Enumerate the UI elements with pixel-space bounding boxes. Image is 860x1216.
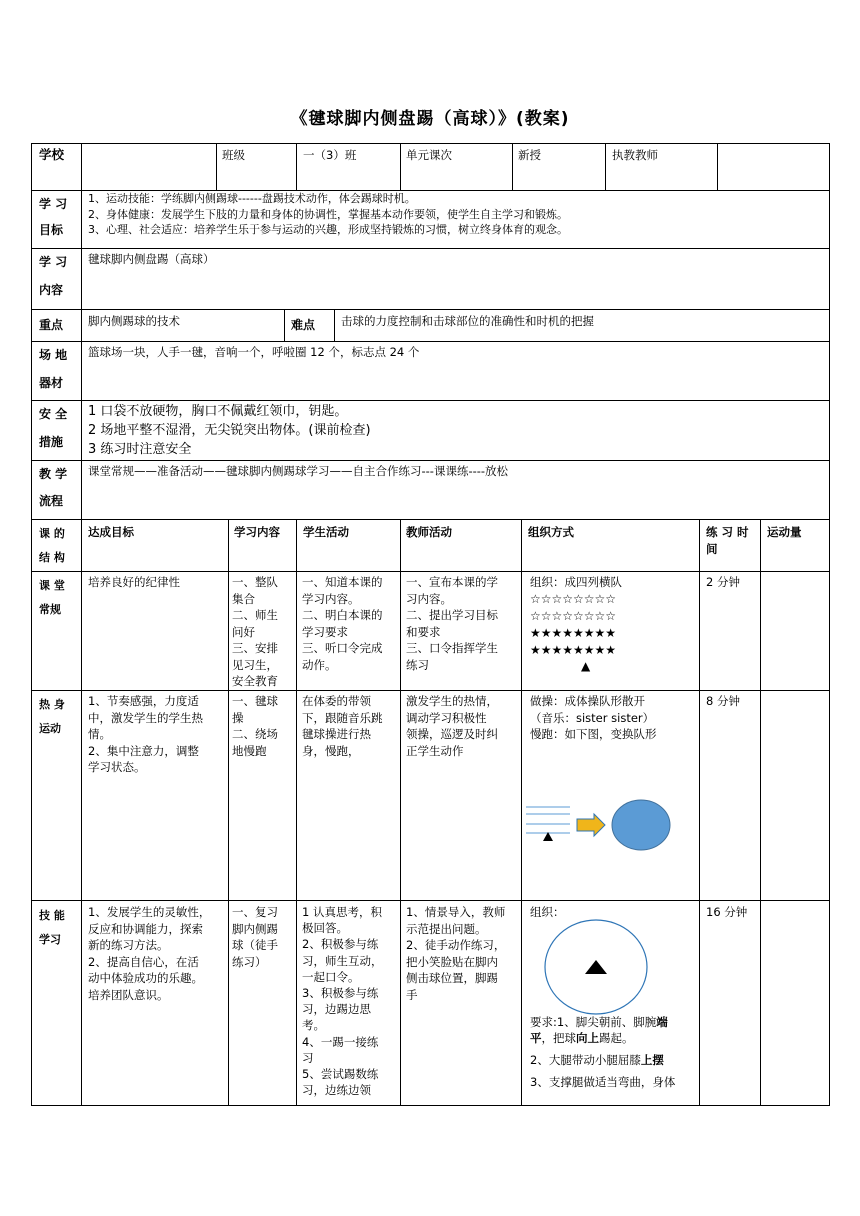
student-line: 一、知道本课的: [302, 575, 383, 589]
org-line: 做操：成体操队形散开: [530, 694, 645, 708]
unit-value: 新授: [518, 148, 541, 162]
goal-line: 培养团队意识。: [88, 987, 169, 1002]
req-text: 2、大腿带动小腿屈膝: [530, 1053, 641, 1067]
teacher-line: 正学生动作: [406, 743, 464, 758]
student-line: 学习要求: [302, 624, 348, 639]
row3-requirements: [530, 1014, 675, 1090]
student-line: 学习内容。: [302, 591, 360, 606]
goals-label-2: 目标: [39, 223, 64, 237]
row3-time: 16 分钟: [706, 905, 748, 919]
content-line: 集合: [232, 591, 255, 606]
key-point-label: 重点: [39, 318, 64, 332]
circle-formation-icon: [612, 800, 670, 850]
safety-label-1: 安 全: [39, 407, 68, 421]
student-line: 极回答。: [302, 921, 348, 936]
col-time: [706, 524, 749, 557]
content-line: 安全教育: [232, 674, 278, 688]
goal-line: 3、心理、社会适应：培养学生乐于参与运动的兴趣，形成坚持锻炼的习惯，树立终身体育的观念。: [88, 223, 568, 236]
class-value: 一（3）班: [303, 148, 357, 162]
row3-part: [39, 904, 65, 952]
row3-goal: [88, 904, 210, 1003]
req-bold: 平: [530, 1031, 542, 1045]
org-line: （音乐：sister sister）: [530, 710, 655, 725]
student-line: 三、听口令完成: [302, 641, 383, 655]
content-line: 球（徒手: [232, 938, 278, 952]
content-line: 问好: [232, 624, 255, 639]
requirement-1-cont: [530, 1030, 675, 1046]
goal-line: 2、提高自信心，在活: [88, 954, 199, 969]
flow-label-2: 流程: [39, 494, 64, 508]
student-line: 习: [302, 1050, 314, 1065]
row2-part: [39, 693, 65, 741]
goal-line: 1、节奏感强，力度适: [88, 694, 199, 708]
requirement-3: 3、支撑腿做适当弯曲，身体: [530, 1075, 676, 1089]
flow-text: 课堂常规——准备活动——毽球脚内侧踢球学习——自主合作练习---课课练----放松: [88, 464, 509, 478]
teacher-line: 领操，巡逻及时纠: [406, 727, 498, 741]
row3-student: [302, 904, 383, 1098]
formation-row: ☆☆☆☆☆☆☆☆: [530, 592, 617, 606]
row1-part: [39, 574, 65, 622]
row2-content: [232, 693, 278, 759]
formation-row: ★★★★★★★★: [530, 626, 617, 640]
safety-line: 2 场地平整不湿滑，无尖锐突出物体。(课前检查): [88, 423, 371, 438]
class-label: 班级: [222, 148, 245, 162]
teacher-line: 激发学生的热情，: [406, 694, 498, 708]
row2-goal: [88, 693, 203, 776]
goal-line: 培养良好的纪律性: [88, 575, 180, 589]
right-arrow-icon: [577, 814, 605, 836]
student-line: 毽球操进行热: [302, 727, 371, 741]
unit-label: 单元课次: [406, 148, 452, 162]
row3-part-2: 学习: [39, 933, 61, 946]
content-label-1: 学 习: [39, 255, 68, 269]
col-organization: 组织方式: [528, 525, 574, 539]
student-line: 4、一踢一接练: [302, 1034, 379, 1049]
col-structure-2: 结 构: [39, 551, 65, 564]
content-label-2: 内容: [39, 283, 64, 297]
col-structure-1: 课 的: [39, 527, 65, 540]
goal-line: 中，激发学生的学生热: [88, 710, 203, 725]
req-bold: 向上: [576, 1031, 599, 1045]
safety-line: 1 口袋不放硬物，胸口不佩戴红领巾，钥匙。: [88, 404, 348, 419]
col-structure: [39, 522, 65, 570]
teacher-line: 调动学习积极性: [406, 710, 487, 725]
teacher-line: 二、提出学习目标: [406, 608, 498, 622]
teacher-line: 一、宣布本课的学: [406, 575, 498, 589]
student-line: 1 认真思考，积: [302, 905, 382, 919]
school-label: 学校: [39, 147, 65, 162]
document-title: 《毽球脚内侧盘踢（高球）》(教案): [290, 109, 570, 129]
content-line: 二、师生: [232, 608, 278, 622]
student-line: 习，师生互动，: [302, 953, 383, 968]
venue-text: 篮球场一块，人手一毽，音响一个，呼啦圈 12 个，标志点 24 个: [88, 345, 420, 359]
safety-line: 3 练习时注意安全: [88, 442, 192, 457]
content-line: 一、整队: [232, 575, 278, 589]
formation-row: ★★★★★★★★: [530, 643, 617, 657]
difficulty-label: 难点: [291, 318, 316, 332]
safety-text: [88, 402, 371, 459]
goal-line: 2、身体健康：发展学生下肢的力量和身体的协调性，掌握基本动作要领，使学生自主学习和锻炼。: [88, 207, 568, 221]
row1-goal: [88, 574, 180, 591]
row1-part-1: 课 堂: [39, 579, 65, 592]
student-line: 习，边练边领: [302, 1083, 371, 1098]
student-line: 下，跟随音乐跳: [302, 710, 383, 725]
row3-org-title: 组织：: [530, 905, 565, 919]
content-line: 练习）: [232, 954, 267, 969]
flow-label-1: 教 学: [39, 467, 68, 481]
teacher-line: 手: [406, 987, 418, 1002]
content-text: 毽球脚内侧盘踢（高球）: [88, 252, 215, 266]
venue-label-1: 场 地: [39, 348, 68, 362]
row3-teacher: [406, 904, 505, 1003]
col-student: 学生活动: [303, 525, 349, 539]
teacher-line: 侧击球位置，脚踢: [406, 971, 498, 985]
content-line: 一、复习: [232, 905, 278, 919]
formation-stars: [530, 591, 616, 659]
circle-drill-diagram: [540, 918, 652, 1018]
student-line: 一起口令。: [302, 969, 360, 984]
goal-line: 1、运动技能：学练脚内侧踢球------盘踢技术动作，体会踢球时机。: [88, 192, 416, 205]
col-time-2: 间: [706, 541, 718, 556]
teacher-line: 1、情景导入，教师: [406, 905, 506, 919]
goal-line: 反应和协调能力，探索: [88, 921, 203, 936]
row3-content: [232, 904, 278, 970]
requirement-2: [530, 1052, 675, 1068]
formation-row: ☆☆☆☆☆☆☆☆: [530, 609, 617, 623]
teacher-line: 示范提出问题。: [406, 921, 487, 936]
student-line: 5、尝试踢数练: [302, 1067, 379, 1082]
row1-student: [302, 574, 383, 673]
row2-teacher: [406, 693, 498, 759]
student-line: 身，慢跑，: [302, 743, 360, 758]
goal-line: 新的练习方法。: [88, 938, 169, 952]
requirement-1: [530, 1014, 675, 1030]
row1-time: 2 分钟: [706, 575, 740, 589]
row2-part-1: 热 身: [39, 698, 65, 711]
teacher-triangle-icon: ▲: [581, 659, 591, 673]
goal-line: 动中体验成功的乐趣。: [88, 971, 203, 985]
row2-time: 8 分钟: [706, 694, 740, 708]
col-time-1: 练 习 时: [706, 525, 749, 539]
row2-student: [302, 693, 383, 759]
req-text: 要求:1、脚尖朝前、脚腕: [530, 1015, 657, 1029]
student-line: 二、明白本课的: [302, 608, 383, 622]
content-line: 一、毽球: [232, 694, 278, 708]
row3-part-1: 技 能: [39, 909, 65, 922]
row1-content: [232, 574, 278, 690]
goals-text: [88, 191, 826, 238]
student-line: 习，边踢边思: [302, 1002, 371, 1017]
req-bold: 上摆: [640, 1053, 664, 1067]
col-load: 运动量: [767, 525, 802, 539]
req-text: 踢起。: [599, 1031, 634, 1045]
col-teacher: 教师活动: [406, 525, 452, 539]
row1-org-title: 组织：成四列横队: [530, 575, 622, 589]
col-content: 学习内容: [234, 525, 280, 539]
req-bold: 端: [656, 1015, 668, 1029]
content-line: 三、安排: [232, 641, 278, 655]
goal-line: 2、集中注意力，调整: [88, 743, 199, 758]
row1-part-2: 常规: [39, 603, 61, 616]
difficulty-text: 击球的力度控制和击球部位的准确性和时机的把握: [341, 314, 594, 328]
student-line: 3、积极参与练: [302, 986, 379, 1001]
goal-line: 1、发展学生的灵敏性，: [88, 905, 211, 919]
teacher-line: 习内容。: [406, 591, 452, 606]
content-line: 见习生，: [232, 657, 278, 672]
goal-line: 学习状态。: [88, 760, 146, 774]
content-line: 地慢跑: [232, 743, 267, 758]
org-line: 慢跑：如下图，变换队形: [530, 727, 657, 741]
goals-label-1: 学 习: [39, 197, 68, 211]
req-text: ，把球: [541, 1031, 576, 1045]
teacher-line: 三、口令指挥学生: [406, 641, 498, 655]
teacher-line: 练习: [406, 657, 429, 672]
content-line: 操: [232, 710, 244, 725]
goal-line: 情。: [88, 727, 111, 741]
venue-label-2: 器材: [39, 376, 64, 390]
student-line: 在体委的带领: [302, 694, 371, 708]
student-line: 动作。: [302, 657, 337, 672]
content-line: 二、绕场: [232, 727, 278, 741]
teacher-line: 和要求: [406, 624, 441, 639]
content-line: 脚内侧踢: [232, 921, 278, 936]
warmup-diagram: [524, 790, 674, 855]
key-point-text: 脚内侧踢球的技术: [88, 314, 180, 328]
row2-org: [530, 693, 657, 743]
running-lines: [526, 807, 570, 833]
safety-label-2: 措施: [39, 435, 64, 449]
teacher-line: 把小笑脸贴在脚内: [406, 954, 498, 969]
student-line: 考。: [302, 1018, 325, 1033]
teacher-label: 执教教师: [612, 148, 658, 162]
student-line: 2、积极参与练: [302, 937, 379, 952]
row1-teacher: [406, 574, 498, 673]
col-goal: 达成目标: [88, 525, 134, 539]
teacher-line: 2、徒手动作练习，: [406, 938, 506, 952]
row2-part-2: 运动: [39, 722, 61, 735]
